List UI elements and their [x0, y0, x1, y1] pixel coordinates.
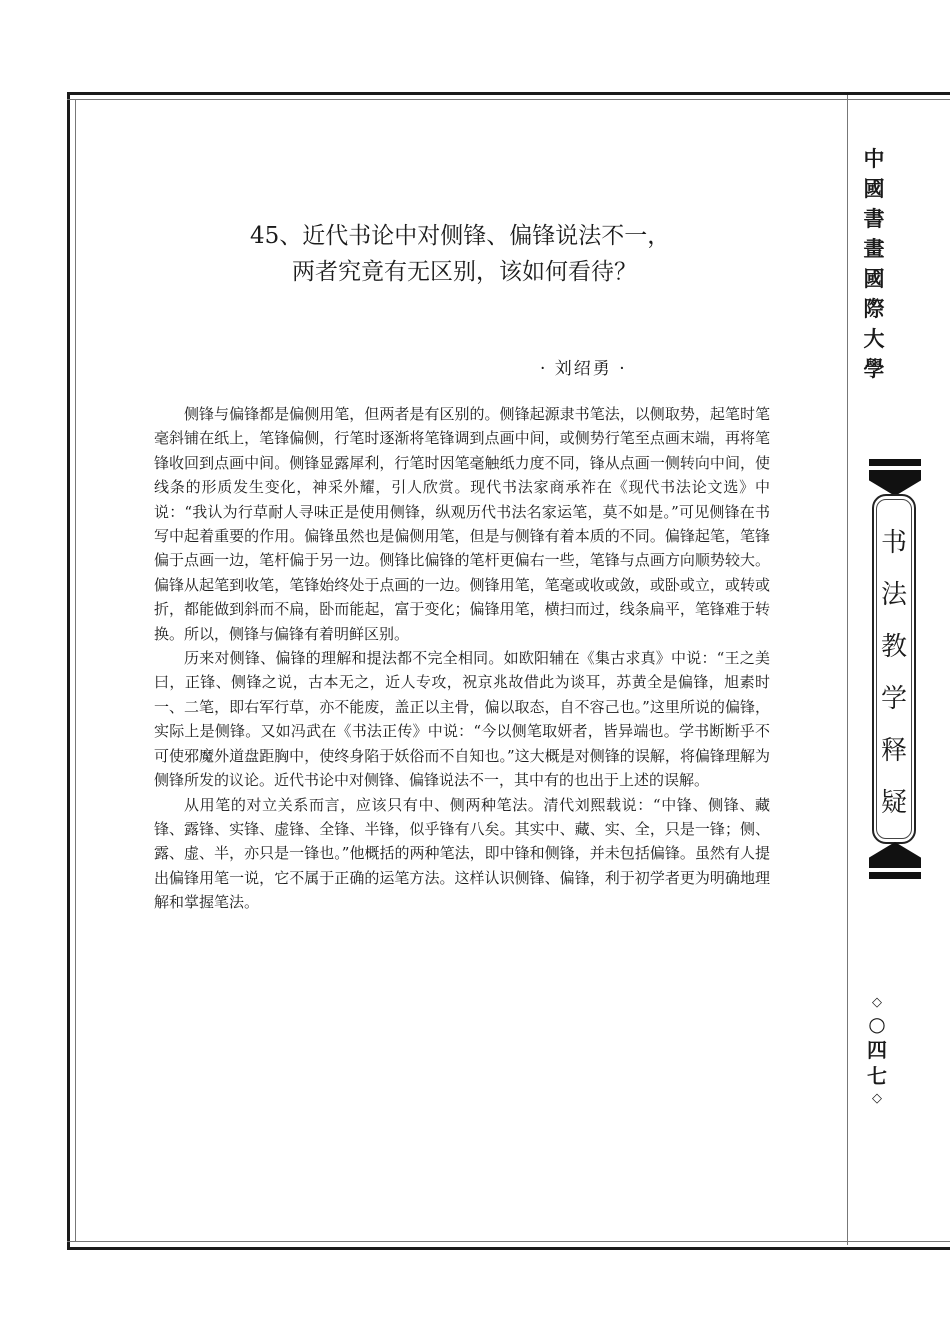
article-author: · 刘绍勇 ·	[540, 359, 627, 379]
vertical-char: 大	[863, 326, 885, 351]
band-bottom-bar	[869, 872, 921, 879]
article-title-line-1: 45、近代书论中对侧锋、偏锋说法不一，	[250, 223, 671, 249]
vertical-char: 教	[880, 632, 907, 662]
vertical-char: ○	[868, 1012, 886, 1036]
frame-inner-bottom-rule	[67, 1241, 950, 1242]
diamond-ornament-top: ◇	[872, 995, 882, 1010]
vertical-char: 法	[880, 580, 907, 610]
vertical-char: 中	[863, 146, 885, 171]
university-name	[854, 148, 894, 388]
vertical-char: 释	[880, 736, 907, 766]
vertical-char: 四	[867, 1038, 887, 1062]
paragraph-1: 侧锋与偏锋都是偏侧用笔，但两者是有区别的。侧锋起源隶书笔法，以侧取势，起笔时笔毫斜铺在纸上，笔锋偏侧，行笔时逐渐将笔锋调到点画中间，或侧势行笔至点画末端，再将笔锋收回到点画中间。侧锋显露犀利，行笔时因笔毫触纸力度不同，锋从点画一侧转向中间，使线条的形质发生变化，神采外耀，引人欣赏。现代书法家商承祚在《现代书法论文选》中说：“我认为行草耐人寻味正是使用侧锋，纵观历代书法名家运笔，莫不如是。”可见侧锋在书写中起着重要的作用。偏锋虽然也是偏侧用笔，但是与侧锋有着本质的不同。偏锋起笔，笔锋偏于点画一边，笔杆偏于另一边。侧锋比偏锋的笔杆更偏右一些，笔锋与点画方向顺势较大。偏锋从起笔到收笔，笔锋始终处于点画的一边。侧锋用笔，笔毫或收或敛，或卧或立，或转或折，都能做到斜而不扁，卧而能起，富于变化；偏锋用笔，横扫而过，线条扁平，笔锋难于转换。所以，侧锋与偏锋有着明鲜区别。	[154, 405, 770, 643]
paragraph-2: 历来对侧锋、偏锋的理解和提法都不完全相同。如欧阳辅在《集古求真》中说：“王之美曰，正锋、侧锋之说，古本无之，近人专攻，祝京兆故借此为谈耳，苏黄全是偏锋，旭素时一、二笔，即右军行草，亦不能废，盖正以主骨，偏以取态，自不容己也。”这里所说的偏锋，实际上是侧锋。又如冯武在《书法正传》中说：“今以侧笔取妍者，皆异端也。学书断断乎不可使邪魔外道盘距胸中，使终身陷于妖俗而不自知也。”这大概是对侧锋的误解，将偏锋理解为侧锋所发的议论。近代书论中对侧锋、偏锋说法不一，其中有的也出于上述的误解。	[154, 649, 770, 790]
vertical-char: 学	[880, 684, 907, 714]
vertical-char: 七	[867, 1064, 887, 1088]
vertical-char: 國	[863, 176, 885, 201]
vertical-char: 學	[863, 356, 885, 381]
vertical-char: 畫	[863, 236, 885, 261]
diamond-ornament-bottom: ◇	[872, 1091, 882, 1106]
paragraph-3: 从用笔的对立关系而言，应该只有中、侧两种笔法。清代刘熙载说：“中锋、侧锋、藏锋、露锋、实锋、虚锋、全锋、半锋，似乎锋有八矣。其实中、藏、实、全，只是一锋；侧、露、虚、半，亦只是一锋也。”他概括的两种笔法，即中锋和侧锋，并未包括偏锋。虽然有人提出偏锋用笔一说，它不属于正确的运笔方法。这样认识侧锋、偏锋，利于初学者更为明确地理解和掌握笔法。	[154, 795, 770, 912]
sidebar-divider	[847, 95, 848, 1245]
frame-inner-left-rule	[75, 99, 76, 1242]
article-title-line-2: 两者究竟有无区别，该如何看待？	[292, 259, 637, 285]
vertical-char: 书	[880, 528, 907, 558]
article-body	[154, 402, 770, 915]
vertical-char: 際	[863, 296, 885, 321]
book-title	[872, 530, 916, 842]
page-number	[858, 996, 896, 1110]
article-title	[230, 218, 810, 290]
frame-inner-top-rule	[67, 99, 950, 100]
vertical-char: 書	[863, 206, 885, 231]
vertical-char: 國	[863, 266, 885, 291]
page-number-digits	[867, 1014, 887, 1092]
band-top-bar	[869, 459, 921, 466]
vertical-char: 疑	[880, 788, 907, 818]
